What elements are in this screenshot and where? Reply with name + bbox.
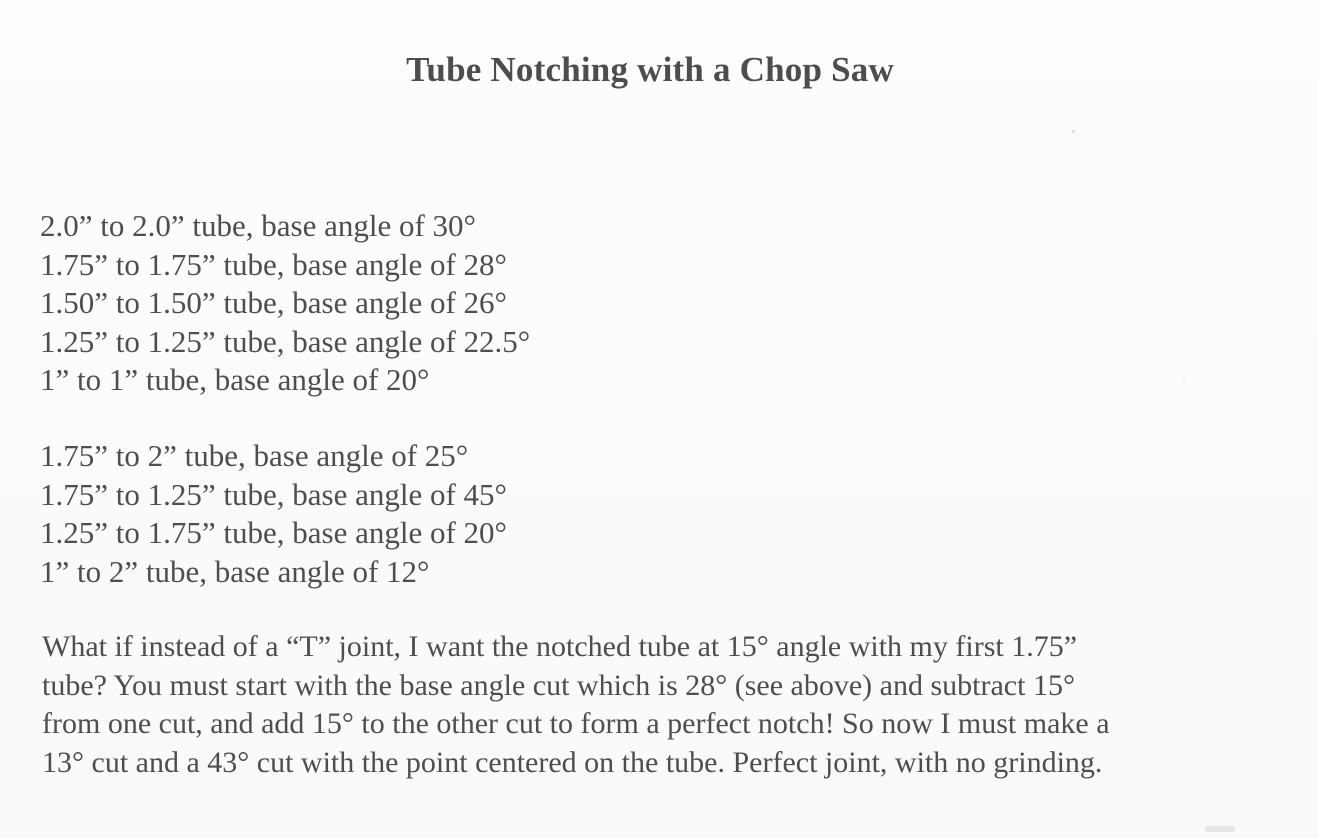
mixed-size-line-1: 1.75” to 2” tube, base angle of 25°	[40, 438, 469, 473]
same-size-line-3: 1.50” to 1.50” tube, base angle of 26°	[40, 285, 507, 320]
same-size-line-2: 1.75” to 1.75” tube, base angle of 28°	[40, 246, 507, 282]
mixed-size-line-4: 1” to 2” tube, base angle of 12°	[40, 553, 430, 589]
same-size-tube-list	[40, 207, 530, 400]
paragraph-line-4: 13° cut and a 43° cut with the point centered on the tube. Perfect joint, with no grinding.	[42, 745, 1103, 779]
mixed-size-line-2: 1.75” to 1.25” tube, base angle of 45°	[40, 476, 507, 512]
explanation-paragraph	[42, 628, 1282, 782]
same-size-line-5: 1” to 1” tube, base angle of 20°	[40, 362, 430, 397]
mixed-size-line-3: 1.25” to 1.75” tube, base angle of 20°	[40, 515, 507, 550]
same-size-line-1: 2.0” to 2.0” tube, base angle of 30°	[40, 208, 476, 243]
same-size-line-4: 1.25” to 1.25” tube, base angle of 22.5°	[40, 323, 531, 359]
scan-speck	[1205, 826, 1235, 832]
paragraph-line-2: tube? You must start with the base angle cut which is 28° (see above) and subtract 15°	[42, 668, 1075, 702]
mixed-size-tube-list	[40, 437, 507, 591]
scan-speck	[1072, 130, 1075, 133]
paragraph-line-1: What if instead of a “T” joint, I want the notched tube at 15° angle with my first 1.75”	[42, 630, 1078, 663]
paragraph-line-3: from one cut, and add 15° to the other cut to form a perfect notch! So now I must make a	[42, 707, 1110, 740]
document-title: Tube Notching with a Chop Saw	[406, 50, 894, 89]
scan-speck	[1183, 380, 1185, 382]
